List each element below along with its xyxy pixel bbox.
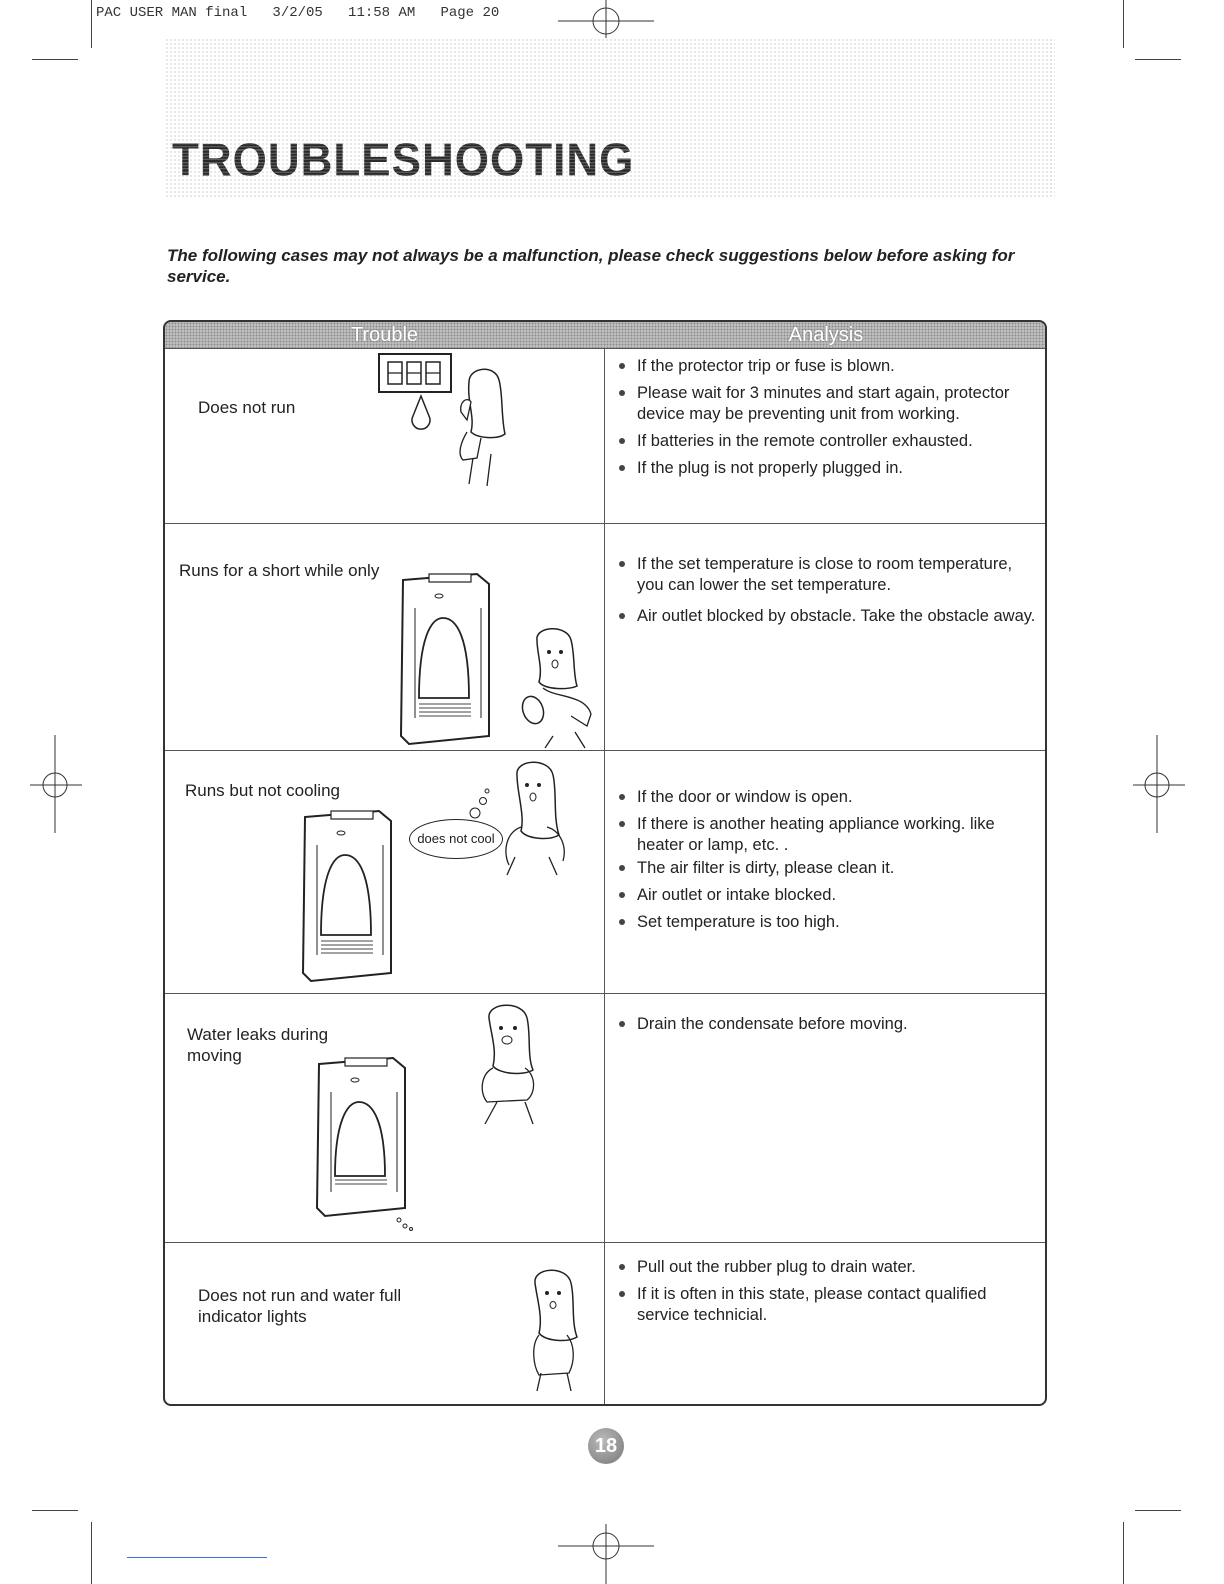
analysis-item: Drain the condensate before moving. <box>613 1014 1043 1035</box>
analysis-list <box>613 1257 1043 1332</box>
analysis-item: If it is often in this state, please contact qualified service technicial. <box>613 1284 1043 1326</box>
trouble-label: Runs but not cooling <box>185 781 340 800</box>
registration-mark-bottom <box>556 1524 656 1584</box>
trouble-label: Runs for a short while only <box>179 561 380 580</box>
table-row <box>165 524 1045 750</box>
analysis-item: Please wait for 3 minutes and start again, protector device may be preventing unit from working. <box>613 383 1043 425</box>
crop-mark-bottom-right-v <box>1123 1522 1124 1584</box>
girl-surprised-illustration <box>467 1002 557 1127</box>
air-conditioner-illustration <box>299 805 399 985</box>
analysis-item: If the set temperature is close to room temperature, you can lower the set temperature. <box>613 554 1043 596</box>
analysis-item: If there is another heating appliance working. like heater or lamp, etc. . <box>613 814 1043 856</box>
table-row <box>165 348 1045 523</box>
bubble-text: does not cool <box>417 831 495 846</box>
crop-mark-top-left-h <box>32 59 78 60</box>
analysis-list <box>613 356 1043 485</box>
table-row <box>165 994 1045 1242</box>
air-conditioner-illustration <box>313 1052 413 1232</box>
crop-mark-top-right-v <box>1123 0 1124 48</box>
analysis-item: Air outlet blocked by obstacle. Take the obstacle away. <box>613 606 1043 627</box>
analysis-item: If the plug is not properly plugged in. <box>613 458 1043 479</box>
print-slug: PAC USER MAN final 3/2/05 11:58 AM Page 20 <box>96 5 500 21</box>
header-trouble: Trouble <box>350 324 419 346</box>
analysis-item: Set temperature is too high. <box>613 912 1043 933</box>
trouble-label: Does not run <box>198 398 296 417</box>
page-title: TROUBLESHOOTING <box>172 134 635 187</box>
registration-mark-right <box>1131 735 1185 835</box>
girl-hot-illustration <box>487 757 587 877</box>
analysis-list <box>613 1014 1043 1041</box>
troubleshooting-table <box>163 320 1047 1406</box>
analysis-item: Air outlet or intake blocked. <box>613 885 1043 906</box>
trouble-label: Does not run and water full indicator lights <box>198 1286 402 1326</box>
analysis-list <box>613 787 1043 939</box>
crop-mark-bottom-left-v <box>91 1522 92 1584</box>
crop-mark-top-right-h <box>1135 59 1181 60</box>
registration-mark-left <box>30 735 84 835</box>
header-analysis: Analysis <box>788 324 864 346</box>
analysis-item: If the protector trip or fuse is blown. <box>613 356 1043 377</box>
girl-back-illustration <box>447 362 517 487</box>
trouble-label: Water leaks during moving <box>187 1025 329 1065</box>
table-row <box>165 1243 1045 1405</box>
intro-text: The following cases may not always be a malfunction, please check suggestions below before asking for service. <box>167 246 1015 286</box>
girl-with-remote-illustration <box>515 624 605 749</box>
table-header <box>165 322 1045 349</box>
crop-mark-bottom-right-h <box>1135 1510 1181 1511</box>
crop-mark-top-left-v <box>91 0 92 48</box>
air-conditioner-illustration <box>397 568 497 748</box>
analysis-item: If the door or window is open. <box>613 787 1043 808</box>
analysis-list <box>613 554 1043 633</box>
page-number-badge: 18 <box>588 1428 624 1464</box>
analysis-item: Pull out the rubber plug to drain water. <box>613 1257 1043 1278</box>
footer-rule <box>127 1557 267 1558</box>
analysis-item: If batteries in the remote controller exhausted. <box>613 431 1043 452</box>
table-row <box>165 751 1045 993</box>
crop-mark-bottom-left-h <box>32 1510 78 1511</box>
analysis-item: The air filter is dirty, please clean it. <box>613 858 1043 879</box>
display-panel-illustration <box>377 352 457 442</box>
girl-worried-illustration <box>521 1265 591 1393</box>
